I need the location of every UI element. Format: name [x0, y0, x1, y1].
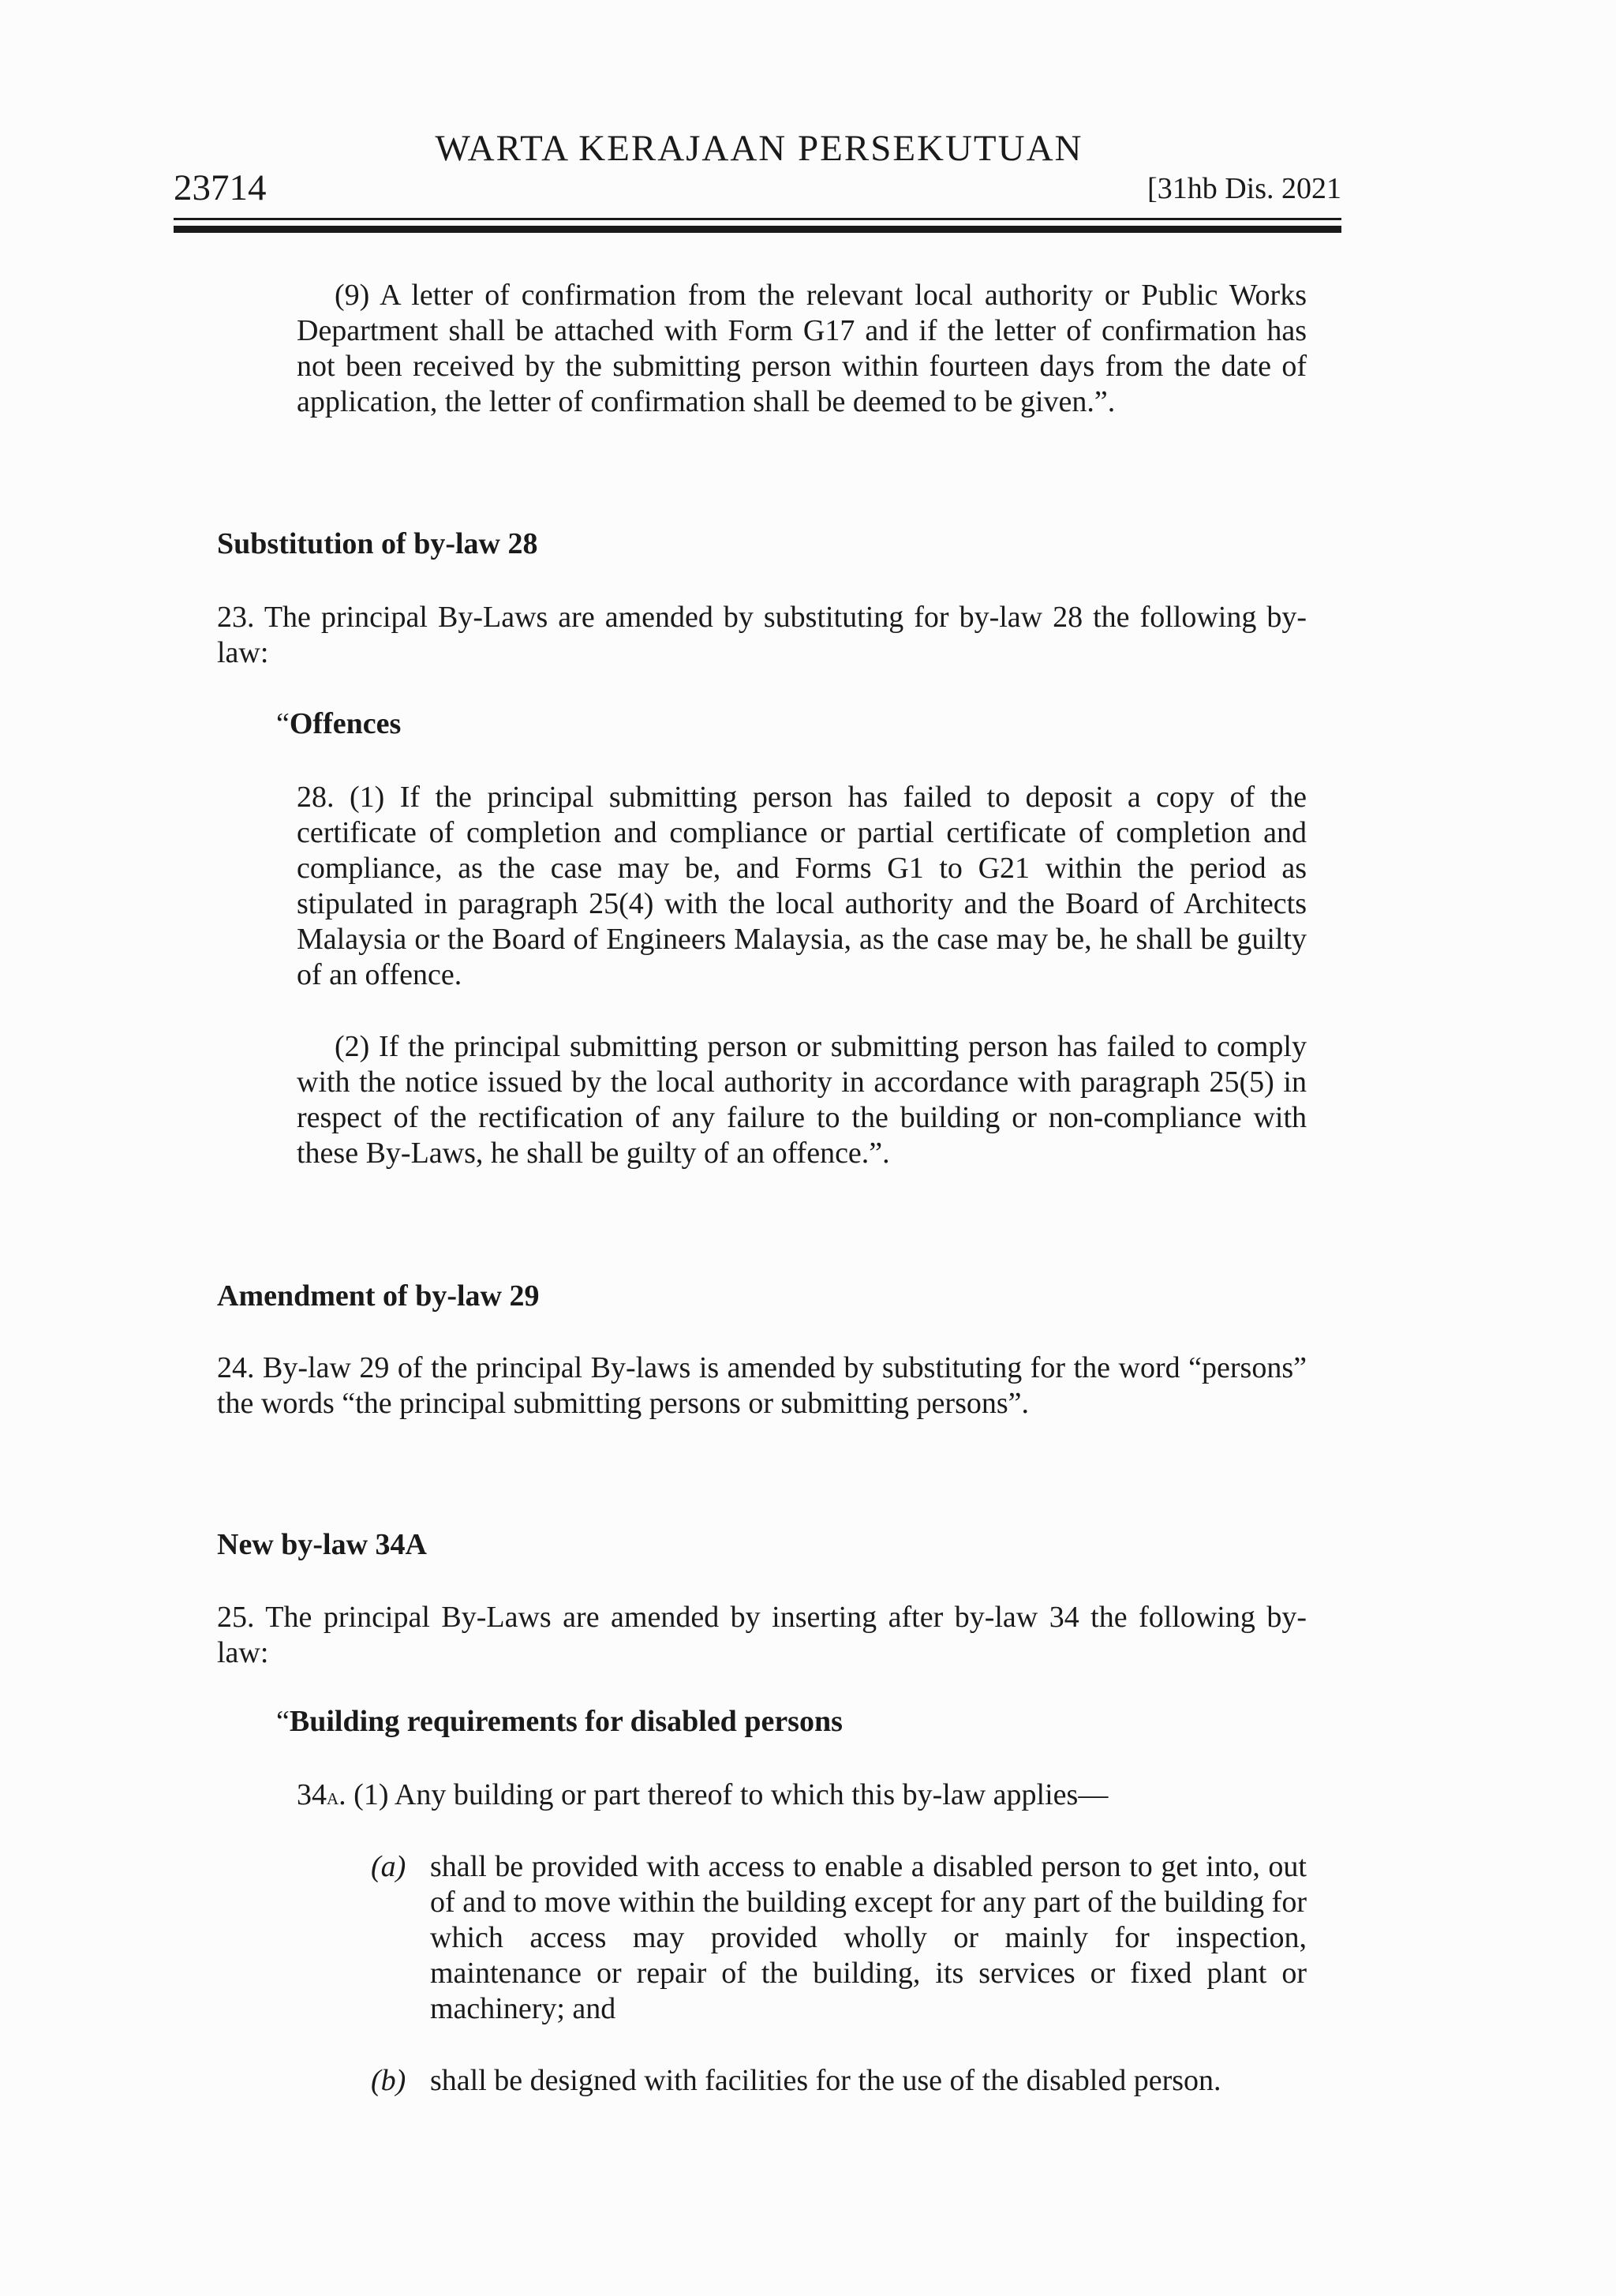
bylaw-34a-number: 34	[297, 1778, 327, 1811]
item-a-label: (a)	[371, 1850, 406, 1883]
offences-open-quote: “	[276, 707, 290, 740]
section-23-text: 23. The principal By-Laws are amended by substituting for by-law 28 the following by-law:	[217, 601, 1307, 669]
header-rule-thick	[174, 226, 1341, 233]
section-25-heading: New by-law 34A	[217, 1528, 427, 1561]
bylaw-34a-text: . (1) Any building or part thereof to which this by-law applies—	[339, 1778, 1109, 1811]
bylaw-34a-1	[297, 1777, 1307, 1815]
offences-heading	[276, 706, 401, 742]
gazette-date: [31hb Dis. 2021	[1147, 172, 1341, 205]
header-rule-thin	[174, 218, 1341, 220]
bylaw-34a-suffix: a	[327, 1784, 339, 1810]
section-24-text: 24. By-law 29 of the principal By-laws is amended by substituting for the word “persons” the words “the principal submitting persons or submitting persons”.	[217, 1351, 1307, 1420]
bylaw-28-1: 28. (1) If the principal submitting person has failed to deposit a copy of the certificate of completion and compliance or partial certificate of completion and compliance, as the case may be, and Forms G1 to G21 within the period as stipulated in paragraph 25(4) with the local authority and the Board of Architects Malaysia or the Board of Engineers Malaysia, as the case may be, he shall be guilty of an offence.	[297, 781, 1307, 991]
section-25-text: 25. The principal By-Laws are amended by inserting after by-law 34 the following by-law:	[217, 1601, 1307, 1669]
section-23-heading: Substitution of by-law 28	[217, 527, 538, 560]
section-24-heading: Amendment of by-law 29	[217, 1279, 540, 1313]
item-b-text: shall be designed with facilities for the use of the disabled person.	[430, 2064, 1221, 2097]
item-a-text: shall be provided with access to enable a disabled person to get into, out of and to move within the building except for any part of the building for which access may provided wholly or mainly for inspection, maintenance or repair of the building, its services or fixed plant or machinery; and	[430, 1850, 1307, 2025]
page-number: 23714	[174, 167, 267, 208]
item-b-label: (b)	[371, 2064, 406, 2097]
disabled-persons-heading	[276, 1704, 843, 1740]
paragraph-9: (9) A letter of confirmation from the relevant local authority or Public Works Department shall be attached with Form G17 and if the letter of confirmation has not been received by the submitting person within fourteen days from the date of application, the letter of confirmation shall be deemed to be given.”.	[297, 279, 1307, 418]
bylaw-28-2: (2) If the principal submitting person or submitting person has failed to comply with the notice issued by the local authority in accordance with paragraph 25(5) in respect of the rectification of any failure to the building or non-compliance with these By-Laws, he shall be guilty of an offence.”.	[297, 1030, 1307, 1170]
offences-title: Offences	[289, 707, 402, 740]
gazette-title: WARTA KERAJAAN PERSEKUTUAN	[435, 128, 1083, 169]
disabled-title: Building requirements for disabled persons	[289, 1705, 843, 1738]
disabled-open-quote: “	[276, 1705, 290, 1738]
